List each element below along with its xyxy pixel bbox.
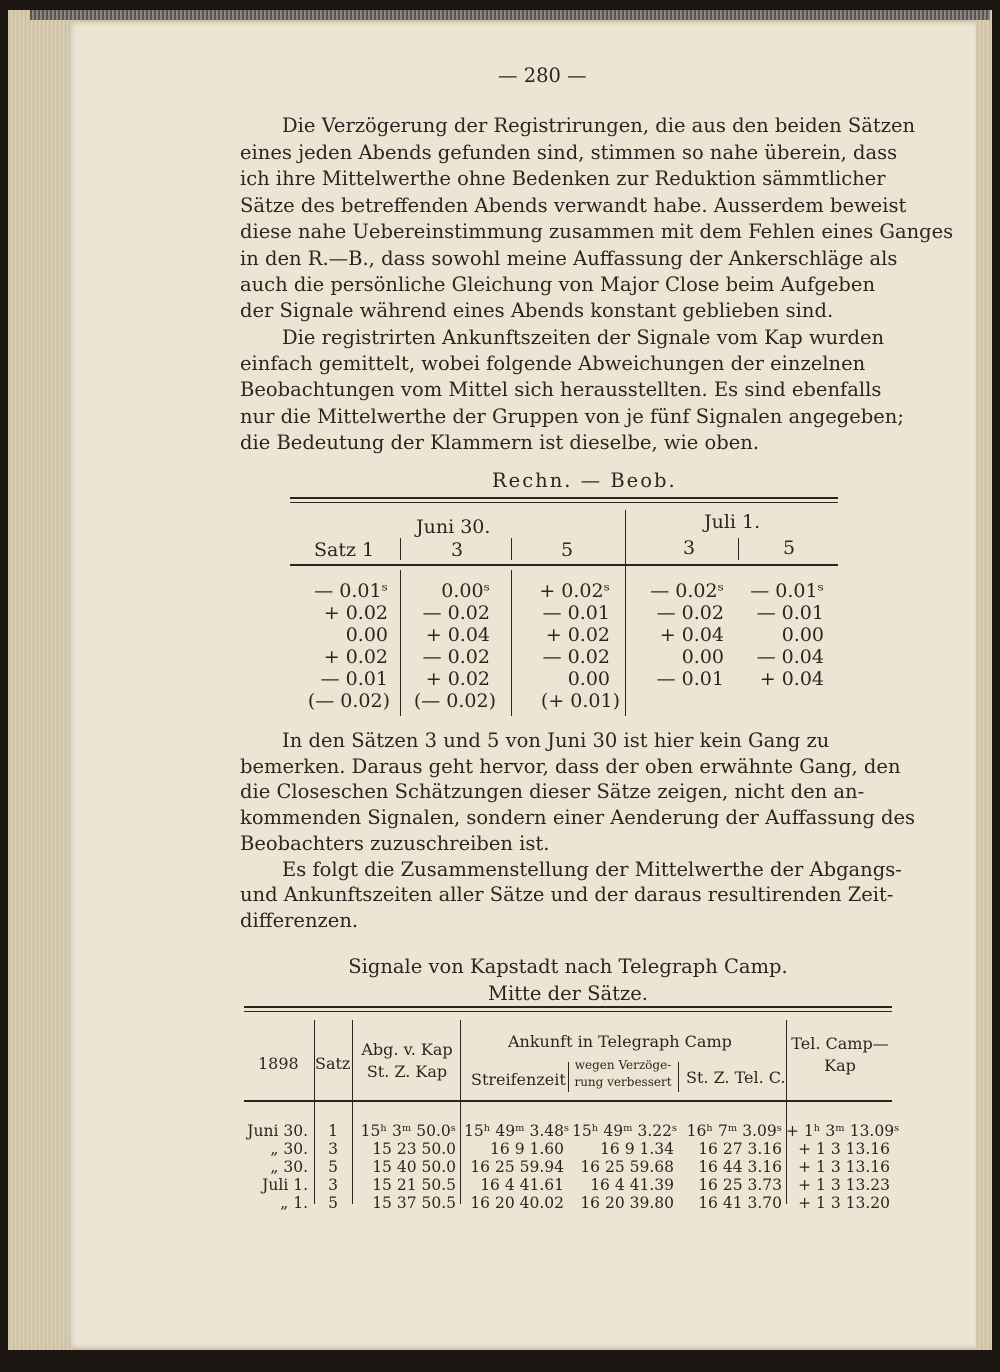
table2-abg: 15 37 50.5: [372, 1194, 456, 1212]
table2-satz: 3: [328, 1176, 338, 1194]
table1-cell: + 0.04: [659, 624, 724, 646]
table2-col-sep-short: [678, 1062, 679, 1092]
table1-cell: — 0.02: [542, 646, 610, 668]
table2-diff: + 1ʰ 3ᵐ 13.09ˢ: [786, 1122, 900, 1140]
text-line: diese nahe Uebereinstimmung zusammen mit dem Fehlen eines Ganges: [240, 220, 954, 243]
table1-cell: — 0.01ˢ: [750, 580, 824, 602]
text-line: der Signale während eines Abends konstant geblieben sind.: [240, 299, 834, 322]
table1-cell: + 0.04: [759, 668, 824, 690]
table2-date: „ 30.: [270, 1158, 308, 1176]
table1-sep-3: [738, 538, 739, 560]
text-line: Es folgt die Zusammenstellung der Mittelwerthe der Abgangs-: [282, 858, 902, 881]
table2-verb: 16 20 39.80: [580, 1194, 674, 1212]
text-line: In den Sätzen 3 und 5 von Juni 30 ist hier kein Gang zu: [282, 729, 830, 752]
table2-abg: 15ʰ 3ᵐ 50.0ˢ: [360, 1122, 456, 1140]
table2-verb: 15ʰ 49ᵐ 3.22ˢ: [572, 1122, 678, 1140]
table1-cell: + 0.02: [323, 646, 388, 668]
text-line: die Closeschen Schätzungen dieser Sätze zeigen, nicht den an-: [240, 780, 865, 803]
text-line: auch die persönliche Gleichung von Major Close beim Aufgeben: [240, 273, 875, 296]
text-line: nur die Mittelwerthe der Gruppen von je fünf Signalen angegeben;: [240, 405, 904, 428]
table2-streif: 16 20 40.02: [470, 1194, 564, 1212]
table2-streif: 16 4 41.61: [480, 1176, 564, 1194]
table1-cell: + 0.02ˢ: [539, 580, 610, 602]
table2-stz: 16 25 3.73: [698, 1176, 782, 1194]
text-line: die Bedeutung der Klammern ist dieselbe, wie oben.: [240, 431, 760, 454]
text-line: eines jeden Abends gefunden sind, stimmen so nahe überein, dass: [240, 141, 898, 164]
page: [68, 22, 976, 1348]
table2-header-satz: Satz: [315, 1054, 351, 1073]
table2-verb: 16 25 59.68: [580, 1158, 674, 1176]
table1-cell: — 0.01: [756, 602, 824, 624]
table2-header-abg-1: Abg. v. Kap: [361, 1040, 453, 1059]
table2-header-abg-2: St. Z. Kap: [366, 1062, 448, 1081]
table2-date: „ 30.: [270, 1140, 308, 1158]
table2-col-sep: [352, 1020, 353, 1204]
table2-col-sep: [460, 1020, 461, 1204]
table2-date: Juni 30.: [247, 1122, 308, 1140]
table1-group-juni: Juni 30.: [416, 516, 491, 538]
book-top-edge: [30, 10, 990, 20]
table1-cell: (— 0.02): [307, 690, 390, 712]
table1-cell: — 0.02ˢ: [650, 580, 724, 602]
table2-diff: + 1 3 13.16: [798, 1140, 890, 1158]
table1-cell: (— 0.02): [413, 690, 496, 712]
table1-sep-2: [511, 538, 512, 560]
table1-cell: — 0.02: [422, 602, 490, 624]
table1-col: 5: [782, 537, 796, 559]
table2-abg: 15 21 50.5: [372, 1176, 456, 1194]
table2-header-wegen-1: wegen Verzöge-: [574, 1058, 672, 1072]
table2-header-tel-1: Tel. Camp—: [791, 1034, 889, 1053]
table2-streif: 16 9 1.60: [490, 1140, 564, 1158]
table2-satz: 1: [328, 1122, 338, 1140]
table2-verb: 16 4 41.39: [590, 1176, 674, 1194]
text-line: Die Verzögerung der Registrirungen, die aus den beiden Sätzen: [282, 114, 916, 137]
text-line: und Ankunftszeiten aller Sätze und der daraus resultirenden Zeit-: [240, 883, 894, 906]
table1-col: 3: [450, 539, 464, 561]
table1-title: Rechn. — Beob.: [492, 469, 677, 492]
table2-stz: 16ʰ 7ᵐ 3.09ˢ: [686, 1122, 782, 1140]
text-line: bemerken. Daraus geht hervor, dass der oben erwähnte Gang, den: [240, 755, 901, 778]
table1-satz-label: Satz 1: [314, 539, 375, 561]
table1-cell: 0.00: [567, 668, 610, 690]
table1-cell: + 0.04: [425, 624, 490, 646]
table1-cell: + 0.02: [425, 668, 490, 690]
table1-cell: 0.00ˢ: [441, 580, 490, 602]
table2-date: Juli 1.: [262, 1176, 308, 1194]
text-line: Die registrirten Ankunftszeiten der Signale vom Kap wurden: [282, 326, 885, 349]
table2-header-streifenzeit: Streifenzeit: [471, 1070, 566, 1089]
table1-cell: — 0.01: [656, 668, 724, 690]
text-line: einfach gemittelt, wobei folgende Abweichungen der einzelnen: [240, 352, 866, 375]
table1-col: 5: [560, 539, 574, 561]
table1-col: 3: [682, 537, 696, 559]
table2-satz: 3: [328, 1140, 338, 1158]
table1-cell: 0.00: [681, 646, 724, 668]
table1-sep-1: [400, 538, 401, 560]
table1-top-rule: [290, 497, 838, 499]
table2-top-rule-thin: [244, 1011, 892, 1012]
table2-title: Signale von Kapstadt nach Telegraph Camp.: [348, 955, 788, 978]
text-line: Beobachters zuzuschreiben ist.: [240, 832, 550, 855]
table2-header-rule: [244, 1100, 892, 1102]
table2-satz: 5: [328, 1158, 338, 1176]
table1-cell: — 0.01: [542, 602, 610, 624]
table1-cell: — 0.02: [422, 646, 490, 668]
table2-header-year: 1898: [258, 1054, 299, 1073]
table2-abg: 15 40 50.0: [372, 1158, 456, 1176]
table2-header-stz-telc: St. Z. Tel. C.: [686, 1068, 786, 1087]
table2-col-sep: [786, 1020, 787, 1204]
table2-header-wegen-2: rung verbessert: [574, 1075, 672, 1089]
table1-group-juli: Juli 1.: [704, 511, 761, 533]
table2-subtitle: Mitte der Sätze.: [488, 982, 648, 1005]
table2-abg: 15 23 50.0: [372, 1140, 456, 1158]
table2-streif: 15ʰ 49ᵐ 3.48ˢ: [464, 1122, 570, 1140]
page-number: — 280 —: [498, 64, 587, 87]
table1-cell: — 0.02: [656, 602, 724, 624]
table1-cell: — 0.01: [320, 668, 388, 690]
table2-satz: 5: [328, 1194, 338, 1212]
table1-cell: — 0.01ˢ: [314, 580, 388, 602]
table1-cell: + 0.02: [323, 602, 388, 624]
table1-cell: + 0.02: [545, 624, 610, 646]
table2-stz: 16 41 3.70: [698, 1194, 782, 1212]
table2-header-ankunft: Ankunft in Telegraph Camp: [508, 1032, 732, 1051]
table1-cell: 0.00: [345, 624, 388, 646]
table1-cell: (+ 0.01): [540, 690, 620, 712]
table2-streif: 16 25 59.94: [470, 1158, 564, 1176]
table1-divider: [625, 510, 626, 716]
table2-top-rule: [244, 1006, 892, 1008]
table2-header-tel-2: Kap: [824, 1056, 856, 1075]
table2-stz: 16 44 3.16: [698, 1158, 782, 1176]
text-line: Beobachtungen vom Mittel sich herausstellten. Es sind ebenfalls: [240, 378, 882, 401]
table2-diff: + 1 3 13.16: [798, 1158, 890, 1176]
table1-top-rule-thin: [290, 502, 838, 503]
text-line: in den R.—B., dass sowohl meine Auffassung der Ankerschläge als: [240, 247, 898, 270]
table2-stz: 16 27 3.16: [698, 1140, 782, 1158]
table2-date: „ 1.: [280, 1194, 308, 1212]
table2-diff: + 1 3 13.20: [798, 1194, 890, 1212]
table2-col-sep: [314, 1020, 315, 1204]
text-line: ich ihre Mittelwerthe ohne Bedenken zur Reduktion sämmtlicher: [240, 167, 886, 190]
table1-cell: 0.00: [781, 624, 824, 646]
text-line: kommenden Signalen, sondern einer Aenderung der Auffassung des: [240, 806, 916, 829]
table2-diff: + 1 3 13.23: [798, 1176, 890, 1194]
table2-verb: 16 9 1.34: [600, 1140, 674, 1158]
table2-col-sep-short: [568, 1062, 569, 1092]
text-line: differenzen.: [240, 909, 359, 932]
table1-header-rule: [290, 564, 838, 566]
table1-cell: — 0.04: [756, 646, 824, 668]
text-line: Sätze des betreffenden Abends verwandt habe. Ausserdem beweist: [240, 194, 907, 217]
